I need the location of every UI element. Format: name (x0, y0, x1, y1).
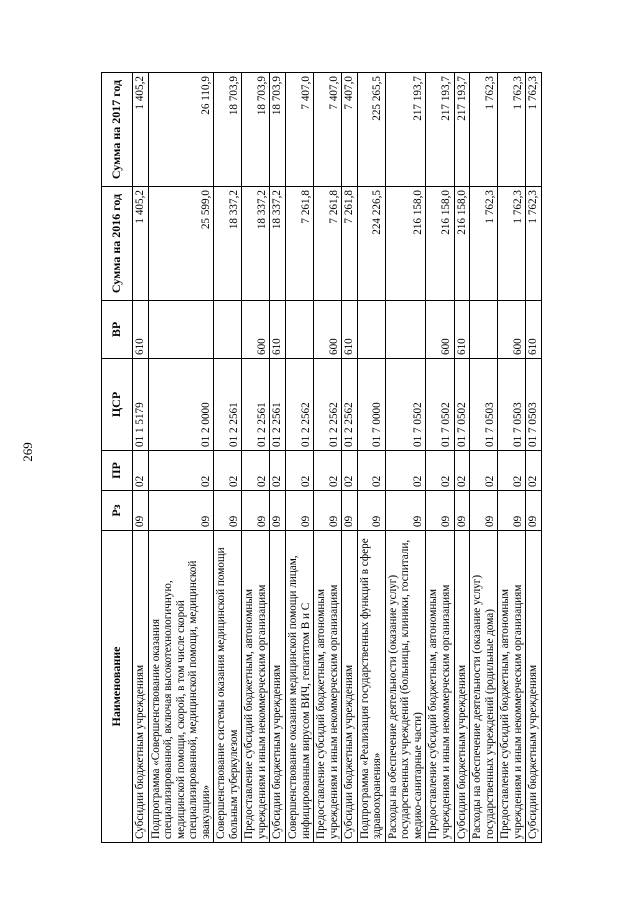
row-name: Совершенствование оказания медицинской помощи лицам, инфицированным вирусом ВИЧ, гепатитом В и С (286, 531, 314, 843)
table-row (342, 73, 358, 843)
row-pr: 02 (426, 451, 454, 491)
row-pr: 02 (385, 451, 426, 491)
table-row (357, 73, 385, 843)
row-rz: 09 (426, 491, 454, 531)
row-vr: 610 (133, 301, 149, 359)
row-rz: 09 (454, 491, 470, 531)
row-name: Субсидии бюджетным учреждениям (133, 531, 149, 843)
table-row (133, 73, 149, 843)
header-csr: ЦСР (102, 359, 133, 451)
row-sum-2017: 217 193,7 (385, 73, 426, 187)
row-pr: 02 (357, 451, 385, 491)
table-row (385, 73, 426, 843)
row-sum-2017: 7 407,0 (286, 73, 314, 187)
row-vr: 600 (242, 301, 270, 359)
row-rz: 09 (242, 491, 270, 531)
row-name: Совершенствование системы оказания медицинской помощи больным туберкулезом (214, 531, 242, 843)
row-sum-2017: 18 703,9 (270, 73, 286, 187)
row-sum-2016: 216 158,0 (454, 187, 470, 301)
row-csr: 01 7 0000 (357, 359, 385, 451)
row-vr: 610 (270, 301, 286, 359)
row-sum-2016: 25 599,0 (148, 187, 214, 301)
table-row (148, 73, 214, 843)
row-sum-2016: 7 261,8 (342, 187, 358, 301)
row-sum-2017: 7 407,0 (342, 73, 358, 187)
row-sum-2017: 217 193,7 (454, 73, 470, 187)
row-pr: 02 (526, 451, 542, 491)
page-number: 269 (20, 442, 35, 462)
table-row (270, 73, 286, 843)
row-sum-2017: 7 407,0 (314, 73, 342, 187)
table-row (498, 73, 526, 843)
row-pr: 02 (286, 451, 314, 491)
row-name: Субсидии бюджетным учреждениям (342, 531, 358, 843)
row-sum-2016: 1 762,3 (526, 187, 542, 301)
table-row (242, 73, 270, 843)
row-name: Предоставление субсидий бюджетным, автономным учреждениям и иным некоммерческим организациям (498, 531, 526, 843)
table-row (214, 73, 242, 843)
row-sum-2017: 1 762,3 (526, 73, 542, 187)
header-vr: ВР (102, 301, 133, 359)
row-vr (148, 301, 214, 359)
row-sum-2017: 1 405,2 (133, 73, 149, 187)
row-rz: 09 (214, 491, 242, 531)
row-name: Субсидии бюджетным учреждениям (270, 531, 286, 843)
table-row (314, 73, 342, 843)
row-name: Подпрограмма «Реализация государственных функций в сфере здравоохранения» (357, 531, 385, 843)
row-vr (214, 301, 242, 359)
row-sum-2017: 18 703,9 (214, 73, 242, 187)
row-csr: 01 7 0503 (470, 359, 498, 451)
row-csr: 01 7 0502 (426, 359, 454, 451)
row-csr: 01 7 0503 (526, 359, 542, 451)
row-pr: 02 (242, 451, 270, 491)
row-pr: 02 (454, 451, 470, 491)
row-pr: 02 (148, 451, 214, 491)
row-csr: 01 2 0000 (148, 359, 214, 451)
row-rz: 09 (526, 491, 542, 531)
row-vr (286, 301, 314, 359)
row-vr: 610 (526, 301, 542, 359)
row-pr: 02 (498, 451, 526, 491)
row-sum-2017: 217 193,7 (426, 73, 454, 187)
row-name: Подпрограмма «Совершенствование оказания специализированной, включая высокотехнологичную, медицинской помощи, скорой, в том числе скорой специализированной, медицинской помощи, медицинской эвакуации» (148, 531, 214, 843)
row-csr: 01 2 2561 (270, 359, 286, 451)
row-rz: 09 (470, 491, 498, 531)
row-sum-2016: 7 261,8 (286, 187, 314, 301)
row-rz: 09 (286, 491, 314, 531)
row-pr: 02 (133, 451, 149, 491)
row-vr: 600 (426, 301, 454, 359)
row-csr: 01 2 2562 (286, 359, 314, 451)
table-header-row (102, 73, 133, 843)
row-vr: 610 (454, 301, 470, 359)
row-csr: 01 2 2562 (342, 359, 358, 451)
header-sum-2016: Сумма на 2016 год (102, 187, 133, 301)
row-sum-2016: 7 261,8 (314, 187, 342, 301)
table-row (286, 73, 314, 843)
row-csr: 01 7 0502 (385, 359, 426, 451)
row-csr: 01 7 0502 (454, 359, 470, 451)
row-sum-2016: 1 405,2 (133, 187, 149, 301)
row-csr: 01 1 5179 (133, 359, 149, 451)
row-rz: 09 (314, 491, 342, 531)
table-row (426, 73, 454, 843)
header-name: Наименование (102, 531, 133, 843)
row-pr: 02 (270, 451, 286, 491)
row-name: Субсидии бюджетным учреждениям (454, 531, 470, 843)
row-vr: 600 (498, 301, 526, 359)
row-pr: 02 (314, 451, 342, 491)
table-row (526, 73, 542, 843)
row-sum-2017: 26 110,9 (148, 73, 214, 187)
row-sum-2016: 18 337,2 (242, 187, 270, 301)
row-vr (357, 301, 385, 359)
row-sum-2016: 216 158,0 (426, 187, 454, 301)
row-csr: 01 7 0503 (498, 359, 526, 451)
row-vr: 610 (342, 301, 358, 359)
row-name: Предоставление субсидий бюджетным, автономным учреждениям и иным некоммерческим организациям (242, 531, 270, 843)
header-pr: ПР (102, 451, 133, 491)
budget-table-container (101, 73, 539, 843)
row-rz: 09 (133, 491, 149, 531)
budget-table (101, 72, 542, 843)
row-vr (470, 301, 498, 359)
row-pr: 02 (342, 451, 358, 491)
row-sum-2017: 1 762,3 (498, 73, 526, 187)
row-rz: 09 (148, 491, 214, 531)
row-rz: 09 (385, 491, 426, 531)
row-sum-2017: 18 703,9 (242, 73, 270, 187)
row-vr: 600 (314, 301, 342, 359)
row-sum-2017: 225 265,5 (357, 73, 385, 187)
row-rz: 09 (357, 491, 385, 531)
row-sum-2016: 1 762,3 (498, 187, 526, 301)
row-rz: 09 (270, 491, 286, 531)
table-row (454, 73, 470, 843)
row-rz: 09 (342, 491, 358, 531)
row-name: Предоставление субсидий бюджетным, автономным учреждениям и иным некоммерческим организациям (314, 531, 342, 843)
row-pr: 02 (470, 451, 498, 491)
row-name: Расходы на обеспечение деятельности (оказание услуг) государственных учреждений (больницы, клиники, госпитали, медико-санитарные части) (385, 531, 426, 843)
row-vr (385, 301, 426, 359)
header-rz: Рз (102, 491, 133, 531)
row-name: Расходы на обеспечение деятельности (оказание услуг) государственных учреждений (родильные дома) (470, 531, 498, 843)
row-csr: 01 2 2562 (314, 359, 342, 451)
row-sum-2016: 18 337,2 (270, 187, 286, 301)
row-sum-2016: 18 337,2 (214, 187, 242, 301)
row-rz: 09 (498, 491, 526, 531)
row-csr: 01 2 2561 (242, 359, 270, 451)
row-name: Предоставление субсидий бюджетным, автономным учреждениям и иным некоммерческим организациям (426, 531, 454, 843)
row-sum-2017: 1 762,3 (470, 73, 498, 187)
header-sum-2017: Сумма на 2017 год (102, 73, 133, 187)
row-sum-2016: 216 158,0 (385, 187, 426, 301)
row-name: Субсидии бюджетным учреждениям (526, 531, 542, 843)
row-pr: 02 (214, 451, 242, 491)
row-sum-2016: 224 226,5 (357, 187, 385, 301)
row-csr: 01 2 2561 (214, 359, 242, 451)
row-sum-2016: 1 762,3 (470, 187, 498, 301)
table-row (470, 73, 498, 843)
